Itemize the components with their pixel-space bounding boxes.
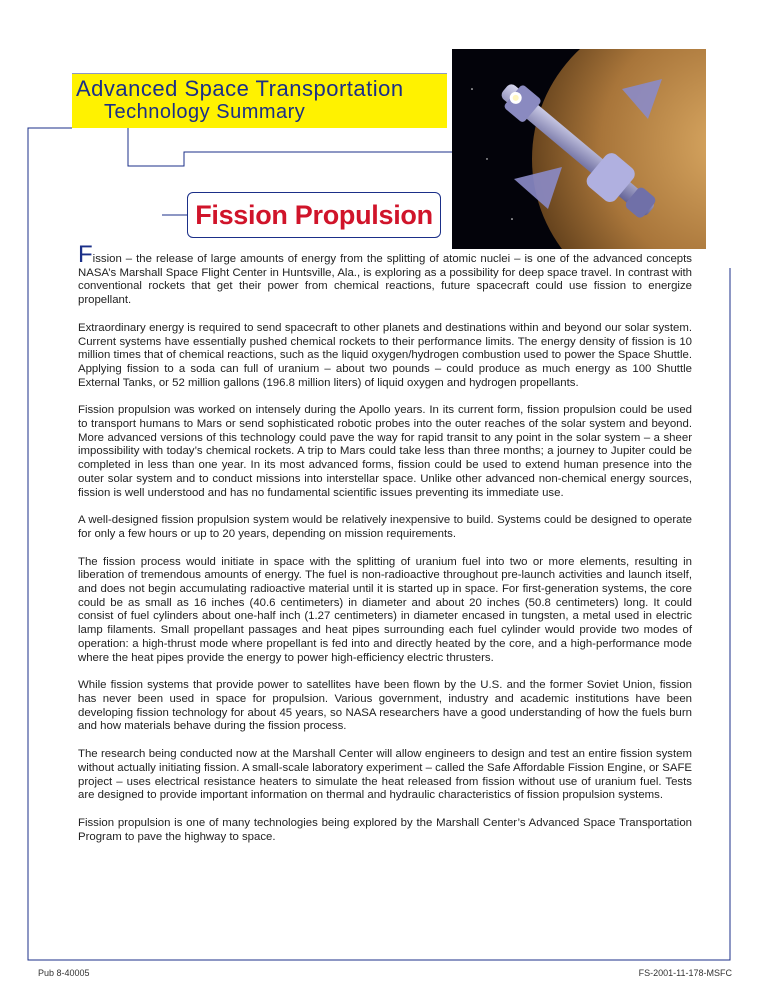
paragraph-text: ission – the release of large amounts of energy from the splitting of atomic nuclei – is one of the advanced concepts NASA’s Marshall Space Flight Center in Huntsville, Ala., is exploring as a possibility for deep space travel. In contrast with conventional rockets that get their power from chemical reactions, future spacecraft could use fission to energize propellant. xyxy=(78,253,692,307)
paragraph: The research being conducted now at the Marshall Center will allow engineers to design and test an entire fission system without actually initiating fission. A small-scale laboratory experiment – called the Safe Affordable Fission Engine, or SAFE project – uses electrical resistance heaters to simulate the heat released from fission without use of uranium fuel. Tests are designed to provide important information on thermal and hydraulic characteristics of fission propulsion systems. xyxy=(78,748,692,802)
paragraph xyxy=(78,241,692,308)
document-title-line2: Technology Summary xyxy=(104,101,306,123)
drop-cap: F xyxy=(78,241,93,268)
section-title: Fission Propulsion xyxy=(195,199,433,230)
paragraph: Fission propulsion was worked on intensely during the Apollo years. In its current form, fission propulsion could be used to transport humans to Mars or send sophisticated robotic probes into the outer reaches of the solar system and beyond. More advanced versions of this technology could pave the way for rapid transit to any point in the solar system – a sheer impossibility with today’s chemical rockets. A trip to Mars could take less than three months; a journey to Jupiter could be completed in less than one year. In its most advanced forms, fission could be used to extend human presence into the outer solar system and to conduct missions into interstellar space. Unlike other advanced non-chemical energy sources, fission is well understood and has no fundamental scientific issues preventing its immediate use. xyxy=(78,404,692,499)
spacecraft-illustration xyxy=(452,49,706,249)
document-title-line1: Advanced Space Transportation xyxy=(76,76,404,101)
fact-sheet-number: FS-2001-11-178-MSFC xyxy=(638,968,732,978)
paragraph: The fission process would initiate in space with the splitting of uranium fuel into two or more elements, resulting in liberation of tremendous amounts of energy. The fuel is non-radioactive throughout pre-launch activities and launch itself, and does not begin accumulating radioactive material until it is started up in space. For first-generation systems, the core could be as small as 16 inches (40.6 centimeters) in diameter and about 20 inches (50.8 centimeters) long. It could consist of fuel cylinders about one-half inch (1.27 centimeters) in diameter encased in tungsten, a metal used in electric lamp filaments. Small propellant passages and heat pipes surrounding each fuel cylinder would provide two modes of operation: a high-thrust mode where propellant is fed into and directly heated by the core, and a high-performance mode where the heat pipes provide the energy to power high-efficiency electric thrusters. xyxy=(78,555,692,664)
section-title-box xyxy=(187,192,441,238)
paragraph: Extraordinary energy is required to send spacecraft to other planets and destinations within and beyond our solar system. Current systems have essentially pushed chemical rockets to their performance limits. The energy density of fission is 10 million times that of chemical reactions, such as the liquid oxygen/hydrogen combustion used to power the Space Shuttle. Applying fission to a soda can full of uranium – about two pounds – could produce as much energy as 100 Shuttle External Tanks, or 52 million gallons (196.8 million liters) of liquid oxygen and hydrogen propellants. xyxy=(78,321,692,389)
paragraph: Fission propulsion is one of many technologies being explored by the Marshall Center’s Advanced Space Transportation Program to pave the highway to space. xyxy=(78,816,692,843)
paragraph: A well-designed fission propulsion system would be relatively inexpensive to build. Systems could be designed to operate for only a few hours or up to 20 years, depending on mission requirements. xyxy=(78,514,692,540)
article-body xyxy=(78,241,692,858)
publication-number: Pub 8-40005 xyxy=(38,968,90,978)
paragraph: While fission systems that provide power to satellites have been flown by the U.S. and the former Soviet Union, fission has never been used in space for propulsion. Various government, industry and academic institutions have been developing fission technology for about 45 years, so NASA researchers have a good understanding of how the fuels burn and how materials behave during the fission process. xyxy=(78,679,692,733)
